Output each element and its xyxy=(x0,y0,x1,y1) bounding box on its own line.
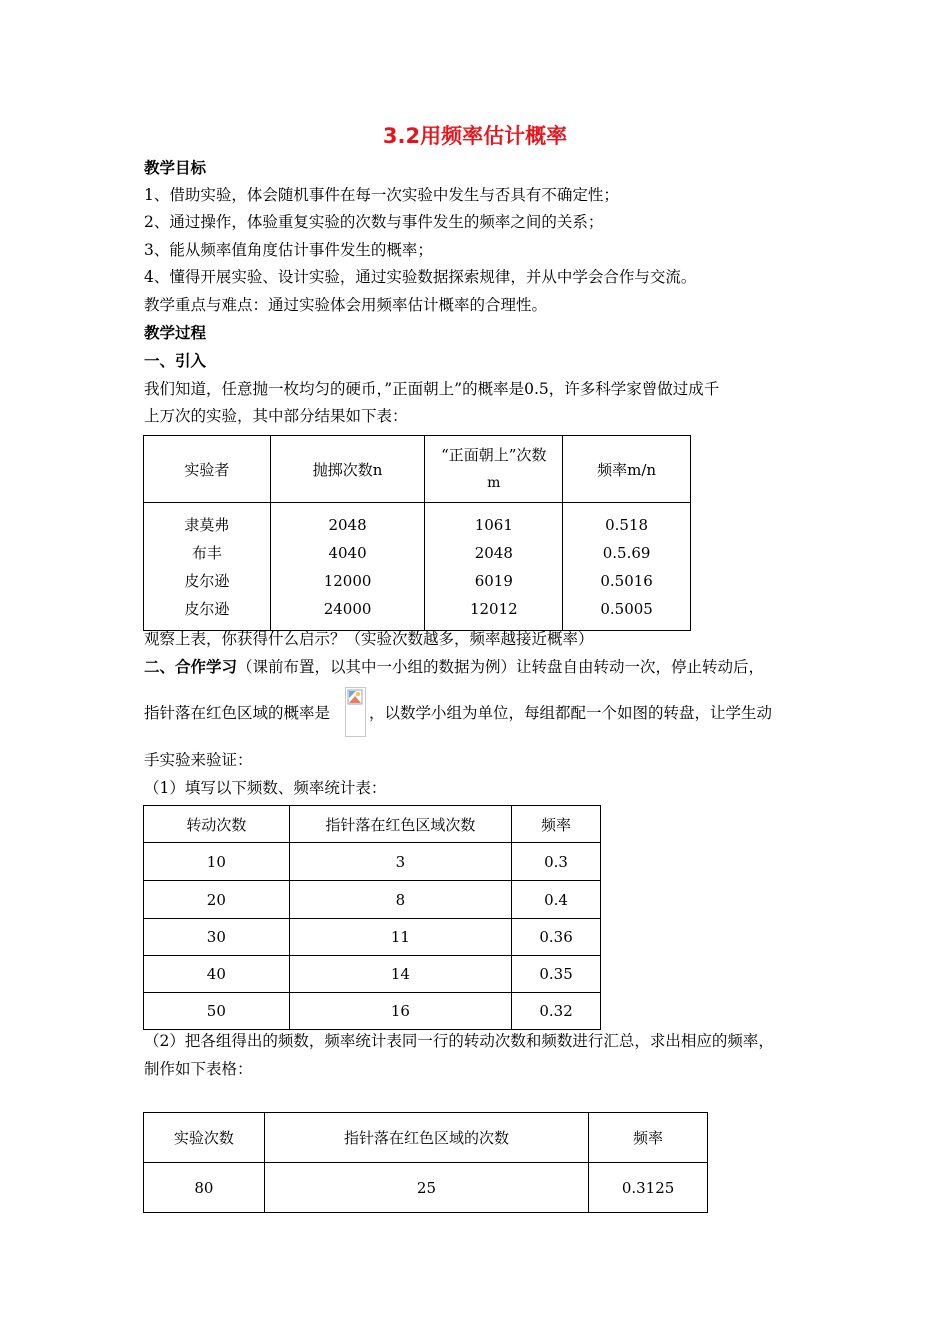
table-cell: 16 xyxy=(289,993,511,1030)
header-cell: 频率m/n xyxy=(563,436,691,503)
section2-line1 xyxy=(144,656,764,678)
document-title: 3.2用频率估计概率 xyxy=(382,124,568,148)
intro-text-line1: 我们知道，任意抛一枚均匀的硬币，”正面朝上”的概率是0.5，许多科学家曾做过成千 xyxy=(144,380,720,398)
summary-table xyxy=(143,1112,708,1213)
section2-line3: 手实验来验证： xyxy=(144,751,253,769)
section2-line2-before: 指针落在红色区域的概率是 xyxy=(144,704,331,722)
probability-image xyxy=(345,687,366,737)
table-cell: 0.36 xyxy=(512,919,601,956)
table-cell: 10 xyxy=(144,843,290,881)
cell-value: 2048 xyxy=(474,543,513,562)
cell-value: 0.5016 xyxy=(600,571,653,590)
section2-heading: 二、合作学习 xyxy=(144,658,238,676)
table-cell: 0.3125 xyxy=(589,1163,708,1213)
objective-item: 4、懂得开展实验、设计实验，通过实验数据探索规律，并从中学会合作与交流。 xyxy=(144,268,697,286)
header-cell: 抛掷次数n xyxy=(270,436,425,503)
tosses-cell xyxy=(270,503,425,631)
cell-value: 2048 xyxy=(328,515,367,534)
objective-item: 3、能从频率值角度估计事件发生的概率； xyxy=(144,241,433,259)
header-cell-line: m xyxy=(487,475,501,491)
table-cell: 14 xyxy=(289,956,511,993)
table-cell: 8 xyxy=(289,881,511,919)
experimenter-cell xyxy=(144,503,271,631)
header-cell: 频率 xyxy=(589,1113,708,1163)
cell-value: 皮尔逊 xyxy=(184,599,230,618)
header-cell: 指针落在红色区域次数 xyxy=(289,806,511,843)
table-cell: 80 xyxy=(144,1163,265,1213)
table-row xyxy=(144,1163,708,1213)
header-cell: 转动次数 xyxy=(144,806,290,843)
step2-line1: （2）把各组得出的频数，频率统计表同一行的转动次数和频数进行汇总，求出相应的频率， xyxy=(144,1032,774,1050)
table-cell: 3 xyxy=(289,843,511,881)
header-cell: 指针落在红色区域的次数 xyxy=(264,1113,588,1163)
section1-heading: 一、引入 xyxy=(144,352,207,370)
header-cell: 实验者 xyxy=(144,436,271,503)
intro-text-line2: 上万次的实验，其中部分结果如下表： xyxy=(144,407,408,425)
header-cell: 频率 xyxy=(512,806,601,843)
section2-line2-after: ，以数学小组为单位，每组都配一个如图的转盘，让学生动 xyxy=(369,704,773,722)
table-cell: 11 xyxy=(289,919,511,956)
table-cell: 0.35 xyxy=(512,956,601,993)
table-row xyxy=(144,993,601,1030)
table-row xyxy=(144,919,601,956)
table-row xyxy=(144,956,601,993)
table-header-row xyxy=(144,806,601,843)
step1-text: （1）填写以下频数、频率统计表： xyxy=(144,779,387,797)
spinner-frequency-table xyxy=(143,805,601,1030)
header-cell: 实验次数 xyxy=(144,1113,265,1163)
header-cell-line: “正面朝上”次数 xyxy=(441,446,547,464)
frequency-cell xyxy=(563,503,691,631)
table-cell: 50 xyxy=(144,993,290,1030)
cell-value: 隶莫弗 xyxy=(184,515,230,534)
cell-value: 0.5005 xyxy=(600,599,653,618)
cell-value: 12012 xyxy=(469,599,518,618)
table-header-row xyxy=(144,1113,708,1163)
table-header-row xyxy=(144,436,691,503)
table-cell: 0.3 xyxy=(512,843,601,881)
table-cell: 40 xyxy=(144,956,290,993)
table-cell: 30 xyxy=(144,919,290,956)
cell-value: 6019 xyxy=(474,571,513,590)
broken-image-icon xyxy=(346,688,365,708)
table-row xyxy=(144,881,601,919)
table-cell: 0.32 xyxy=(512,993,601,1030)
cell-value: 0.5.69 xyxy=(602,543,651,562)
header-cell xyxy=(425,436,563,503)
table-cell: 25 xyxy=(264,1163,588,1213)
cell-value: 0.518 xyxy=(605,515,649,534)
cell-value: 4040 xyxy=(328,543,367,562)
heads-cell xyxy=(425,503,563,631)
coin-toss-table xyxy=(143,435,691,631)
cell-value: 布丰 xyxy=(191,543,222,562)
step2-line2: 制作如下表格： xyxy=(144,1060,253,1078)
cell-value: 24000 xyxy=(323,599,372,618)
cell-value: 1061 xyxy=(474,515,513,534)
key-points: 教学重点与难点：通过实验体会用频率估计概率的合理性。 xyxy=(144,296,548,314)
cell-value: 12000 xyxy=(323,571,372,590)
section2-text: （课前布置，以其中一小组的数据为例）让转盘自由转动一次，停止转动后， xyxy=(237,658,765,676)
cell-value: 皮尔逊 xyxy=(184,571,230,590)
process-heading: 教学过程 xyxy=(144,324,207,342)
observe-question: 观察上表，你获得什么启示？（实验次数越多，频率越接近概率） xyxy=(144,630,594,648)
table-row xyxy=(144,843,601,881)
table-row xyxy=(144,503,691,631)
objective-item: 1、借助实验，体会随机事件在每一次实验中发生与否具有不确定性； xyxy=(144,186,619,204)
objectives-heading: 教学目标 xyxy=(144,159,207,177)
objective-item: 2、通过操作，体验重复实验的次数与事件发生的频率之间的关系； xyxy=(144,213,604,231)
table-cell: 20 xyxy=(144,881,290,919)
table-cell: 0.4 xyxy=(512,881,601,919)
